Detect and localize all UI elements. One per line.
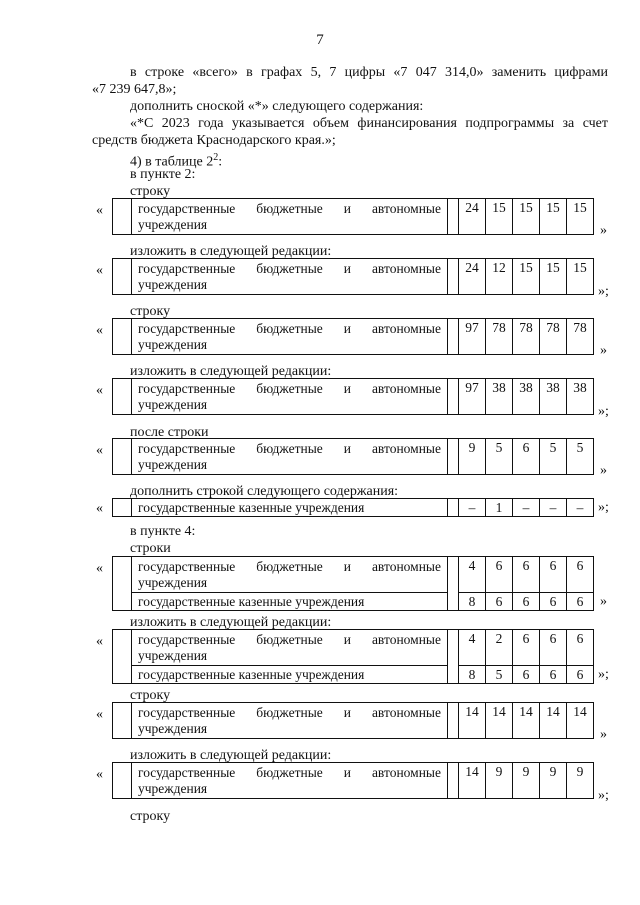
row-value: 6: [513, 666, 540, 684]
row-value: –: [540, 499, 567, 517]
row-label: государственные бюджетные и автономные учреждения: [132, 439, 448, 475]
row-gap-cell: [448, 199, 459, 235]
quote-close: »;: [598, 788, 609, 803]
row-value: 6: [567, 593, 594, 611]
quote-open: «: [96, 634, 103, 649]
quote-close: »;: [598, 667, 609, 682]
row-value: 14: [567, 703, 594, 739]
row-prefix-cell: [113, 259, 132, 295]
row-prefix-cell: [113, 379, 132, 415]
table-row: [112, 762, 594, 799]
row-prefix-cell: [113, 199, 132, 235]
text-line: после строки: [130, 425, 209, 440]
row-gap-cell: [448, 439, 459, 475]
row-gap-cell: [448, 499, 459, 517]
row-value: 14: [540, 703, 567, 739]
row-value: 6: [567, 666, 594, 684]
row-value: 5: [486, 666, 513, 684]
text-line: дополнить строкой следующего содержания:: [130, 484, 399, 499]
row-value: 6: [567, 557, 594, 593]
row-value: 6: [513, 593, 540, 611]
colon: :: [218, 154, 223, 170]
table-block: [112, 556, 594, 611]
row-value: 6: [513, 557, 540, 593]
row-value: 9: [567, 763, 594, 799]
row-value: 6: [513, 630, 540, 666]
row-label: государственные казенные учреждения: [132, 499, 448, 517]
row-gap-cell: [448, 763, 459, 799]
row-label: государственные бюджетные и автономные учреждения: [132, 319, 448, 355]
row-value: 15: [486, 199, 513, 235]
row-gap-cell: [448, 319, 459, 355]
row-gap-cell: [448, 703, 459, 739]
row-value: –: [513, 499, 540, 517]
row-value: 78: [486, 319, 513, 355]
row-value: 15: [567, 199, 594, 235]
quote-close: »: [600, 727, 607, 742]
row-prefix-cell: [113, 499, 132, 517]
row-value: 24: [459, 199, 486, 235]
superscript: 2: [213, 152, 219, 163]
text-line: строки: [130, 541, 171, 556]
row-value: 6: [486, 593, 513, 611]
quote-close: »: [600, 463, 607, 478]
row-value: 9: [459, 439, 486, 475]
row-value: 2: [486, 630, 513, 666]
table-row: [112, 198, 594, 235]
text-line: «*С 2023 года указывается объем финансирования подпрограммы за счет: [130, 116, 608, 131]
table-row: [112, 438, 594, 475]
row-value: 14: [459, 763, 486, 799]
row-value: 15: [513, 199, 540, 235]
text-line: изложить в следующей редакции:: [130, 244, 332, 259]
quote-open: «: [96, 323, 103, 338]
row-value: 6: [486, 557, 513, 593]
row-label: государственные бюджетные и автономные учреждения: [132, 379, 448, 415]
quote-open: «: [96, 263, 103, 278]
quote-open: «: [96, 501, 103, 516]
quote-open: «: [96, 707, 103, 722]
row-value: 14: [459, 703, 486, 739]
row-prefix-cell: [113, 439, 132, 475]
row-label: государственные бюджетные и автономные учреждения: [132, 557, 448, 593]
text-line: строку: [130, 184, 171, 199]
row-value: 8: [459, 593, 486, 611]
row-value: 78: [513, 319, 540, 355]
row-label: государственные бюджетные и автономные учреждения: [132, 630, 448, 666]
text-line: в пункте 4:: [130, 524, 196, 539]
quote-close: »;: [598, 284, 609, 299]
row-value: 6: [540, 593, 567, 611]
row-value: 78: [567, 319, 594, 355]
text-line: строку: [130, 304, 171, 319]
quote-close: »: [600, 223, 607, 238]
row-label: государственные бюджетные и автономные учреждения: [132, 259, 448, 295]
page-number: 7: [316, 32, 324, 48]
text-line: строку: [130, 809, 171, 824]
row-value: 6: [567, 630, 594, 666]
table-row: [112, 258, 594, 295]
row-value: 14: [513, 703, 540, 739]
text-line: изложить в следующей редакции:: [130, 615, 332, 630]
row-value: 15: [513, 259, 540, 295]
text-line: строку: [130, 688, 171, 703]
row-prefix-cell: [113, 630, 132, 684]
quote-close: »: [600, 343, 607, 358]
row-label: государственные казенные учреждения: [132, 593, 448, 611]
row-value: 9: [486, 763, 513, 799]
row-value: 5: [486, 439, 513, 475]
text-line: средств бюджета Краснодарского края.»;: [92, 133, 336, 148]
text-line: в строке «всего» в графах 5, 7 цифры «7 047 314,0» заменить цифрами: [130, 65, 608, 80]
row-value: 6: [540, 630, 567, 666]
row-value: 24: [459, 259, 486, 295]
row-value: 9: [540, 763, 567, 799]
text-line: в пункте 2:: [130, 167, 196, 182]
row-value: 5: [540, 439, 567, 475]
row-value: –: [459, 499, 486, 517]
row-prefix-cell: [113, 763, 132, 799]
row-value: 97: [459, 379, 486, 415]
quote-open: «: [96, 767, 103, 782]
row-value: 38: [567, 379, 594, 415]
row-value: 97: [459, 319, 486, 355]
table-row: [112, 378, 594, 415]
row-prefix-cell: [113, 319, 132, 355]
row-label: государственные бюджетные и автономные учреждения: [132, 763, 448, 799]
row-value: 38: [486, 379, 513, 415]
row-prefix-cell: [113, 703, 132, 739]
text-line: дополнить сноской «*» следующего содержания:: [130, 99, 424, 114]
row-value: 38: [513, 379, 540, 415]
quote-close: »: [600, 594, 607, 609]
row-label: государственные бюджетные и автономные учреждения: [132, 703, 448, 739]
quote-open: «: [96, 203, 103, 218]
row-value: 15: [540, 259, 567, 295]
row-value: 4: [459, 557, 486, 593]
quote-close: »;: [598, 404, 609, 419]
row-value: 38: [540, 379, 567, 415]
table-block: [112, 629, 594, 684]
row-value: 4: [459, 630, 486, 666]
row-value: –: [567, 499, 594, 517]
row-value: 9: [513, 763, 540, 799]
row-value: 6: [540, 557, 567, 593]
text-line: «7 239 647,8»;: [92, 82, 177, 97]
row-label: государственные бюджетные и автономные учреждения: [132, 199, 448, 235]
row-gap-cell: [448, 259, 459, 295]
row-value: 12: [486, 259, 513, 295]
quote-open: «: [96, 561, 103, 576]
quote-close: »;: [598, 500, 609, 515]
table-row: [112, 702, 594, 739]
row-value: 15: [540, 199, 567, 235]
row-value: 8: [459, 666, 486, 684]
row-gap-cell: [448, 630, 459, 684]
row-value: 6: [513, 439, 540, 475]
row-value: 14: [486, 703, 513, 739]
row-value: 1: [486, 499, 513, 517]
row-value: 78: [540, 319, 567, 355]
row-prefix-cell: [113, 557, 132, 611]
table-row: [112, 318, 594, 355]
row-gap-cell: [448, 557, 459, 611]
quote-open: «: [96, 443, 103, 458]
text-line: изложить в следующей редакции:: [130, 364, 332, 379]
text-line: изложить в следующей редакции:: [130, 748, 332, 763]
row-gap-cell: [448, 379, 459, 415]
table-row: [112, 498, 594, 517]
quote-open: «: [96, 383, 103, 398]
row-value: 5: [567, 439, 594, 475]
table-ref: 4) в таблице 2: [130, 154, 214, 170]
row-value: 6: [540, 666, 567, 684]
row-label: государственные казенные учреждения: [132, 666, 448, 684]
row-value: 15: [567, 259, 594, 295]
